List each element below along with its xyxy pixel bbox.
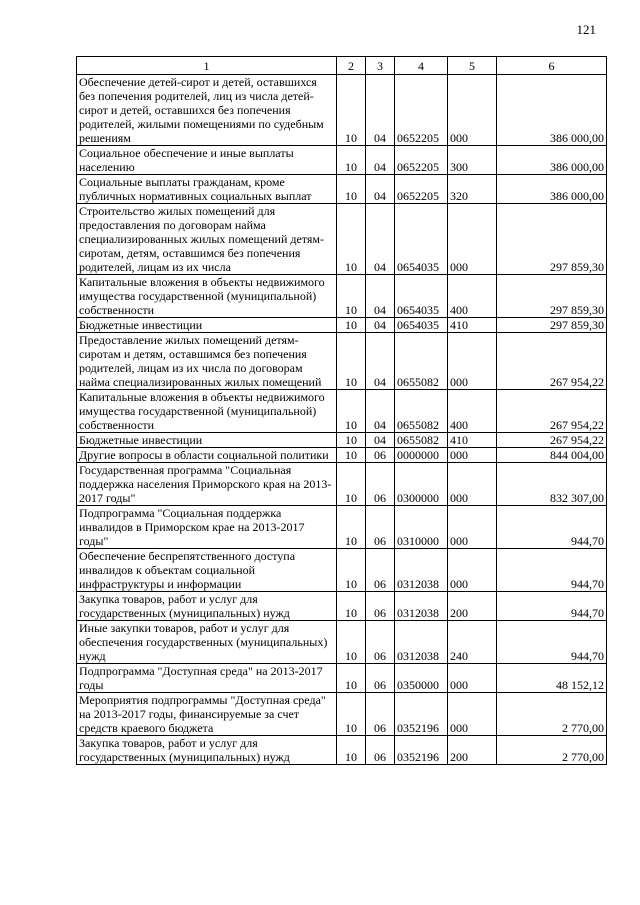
header-col-4: 4 — [395, 57, 448, 75]
table-row — [77, 204, 607, 275]
table-row — [77, 318, 607, 333]
row-name-cell: Другие вопросы в области социальной политики — [77, 448, 337, 463]
row-col-3-cell: 04 — [366, 275, 395, 318]
row-name-cell: Иные закупки товаров, работ и услуг для обеспечения государственных (муниципальных) нужд — [77, 621, 337, 664]
table-row — [77, 146, 607, 175]
row-name-cell: Мероприятия подпрограммы "Доступная среда" на 2013-2017 годы, финансируемые за счет средств краевого бюджета — [77, 693, 337, 736]
row-col-5-cell: 300 — [448, 146, 497, 175]
row-name-cell: Социальное обеспечение и иные выплаты населению — [77, 146, 337, 175]
row-col-3-cell: 04 — [366, 433, 395, 448]
row-col-4-cell: 0654035 — [395, 275, 448, 318]
row-col-2-cell: 10 — [337, 592, 366, 621]
row-col-4-cell: 0352196 — [395, 693, 448, 736]
table-row — [77, 175, 607, 204]
row-col-3-cell: 06 — [366, 506, 395, 549]
table-row — [77, 664, 607, 693]
row-col-3-cell: 06 — [366, 664, 395, 693]
row-amount-cell: 944,70 — [497, 549, 607, 592]
table-row — [77, 463, 607, 506]
row-col-5-cell: 000 — [448, 549, 497, 592]
row-col-5-cell: 000 — [448, 506, 497, 549]
row-col-4-cell: 0300000 — [395, 463, 448, 506]
row-amount-cell: 2 770,00 — [497, 736, 607, 765]
row-col-4-cell: 0350000 — [395, 664, 448, 693]
row-name-cell: Подпрограмма "Доступная среда" на 2013-2017 годы — [77, 664, 337, 693]
row-amount-cell: 297 859,30 — [497, 318, 607, 333]
row-col-4-cell: 0312038 — [395, 592, 448, 621]
header-col-1: 1 — [77, 57, 337, 75]
row-col-2-cell: 10 — [337, 448, 366, 463]
row-name-cell: Обеспечение беспрепятственного доступа инвалидов к объектам социальной инфраструктуры и информации — [77, 549, 337, 592]
row-col-3-cell: 04 — [366, 318, 395, 333]
row-col-5-cell: 400 — [448, 275, 497, 318]
row-col-2-cell: 10 — [337, 390, 366, 433]
table-row — [77, 693, 607, 736]
row-name-cell: Государственная программа "Социальная поддержка населения Приморского края на 2013-2017 годы" — [77, 463, 337, 506]
row-amount-cell: 297 859,30 — [497, 275, 607, 318]
row-col-5-cell: 410 — [448, 318, 497, 333]
header-col-3: 3 — [366, 57, 395, 75]
row-amount-cell: 844 004,00 — [497, 448, 607, 463]
row-col-5-cell: 410 — [448, 433, 497, 448]
row-col-4-cell: 0312038 — [395, 621, 448, 664]
table-row — [77, 592, 607, 621]
row-col-2-cell: 10 — [337, 693, 366, 736]
row-col-2-cell: 10 — [337, 549, 366, 592]
row-col-3-cell: 06 — [366, 736, 395, 765]
row-col-3-cell: 06 — [366, 693, 395, 736]
row-col-4-cell: 0352196 — [395, 736, 448, 765]
row-amount-cell: 944,70 — [497, 592, 607, 621]
row-col-3-cell: 06 — [366, 448, 395, 463]
row-col-2-cell: 10 — [337, 664, 366, 693]
row-name-cell: Бюджетные инвестиции — [77, 433, 337, 448]
row-name-cell: Бюджетные инвестиции — [77, 318, 337, 333]
row-col-2-cell: 10 — [337, 333, 366, 390]
row-col-2-cell: 10 — [337, 621, 366, 664]
row-col-5-cell: 000 — [448, 75, 497, 146]
header-col-6: 6 — [497, 57, 607, 75]
row-col-5-cell: 200 — [448, 736, 497, 765]
row-col-4-cell: 0654035 — [395, 318, 448, 333]
row-amount-cell: 386 000,00 — [497, 146, 607, 175]
row-col-3-cell: 06 — [366, 592, 395, 621]
header-col-2: 2 — [337, 57, 366, 75]
header-col-5: 5 — [448, 57, 497, 75]
row-name-cell: Подпрограмма "Социальная поддержка инвалидов в Приморском крае на 2013-2017 годы" — [77, 506, 337, 549]
table-row — [77, 275, 607, 318]
row-col-4-cell: 0652205 — [395, 75, 448, 146]
row-col-3-cell: 06 — [366, 463, 395, 506]
row-name-cell: Капитальные вложения в объекты недвижимого имущества государственной (муниципальной) собственности — [77, 390, 337, 433]
row-name-cell: Закупка товаров, работ и услуг для государственных (муниципальных) нужд — [77, 592, 337, 621]
table-row — [77, 75, 607, 146]
row-col-2-cell: 10 — [337, 75, 366, 146]
row-name-cell: Строительство жилых помещений для предоставления по договорам найма специализированных жилых помещений детям-сиротам, детям, оставшимся без попечения родителей, лицам из их числа — [77, 204, 337, 275]
row-col-5-cell: 000 — [448, 204, 497, 275]
row-amount-cell: 944,70 — [497, 621, 607, 664]
row-col-2-cell: 10 — [337, 463, 366, 506]
row-col-3-cell: 04 — [366, 75, 395, 146]
row-col-4-cell: 0310000 — [395, 506, 448, 549]
table-row — [77, 621, 607, 664]
row-col-3-cell: 04 — [366, 204, 395, 275]
row-col-2-cell: 10 — [337, 736, 366, 765]
table-row — [77, 433, 607, 448]
budget-table — [76, 56, 607, 765]
row-col-4-cell: 0652205 — [395, 175, 448, 204]
table-row — [77, 448, 607, 463]
row-col-4-cell: 0000000 — [395, 448, 448, 463]
table-header-row — [77, 57, 607, 75]
row-name-cell: Предоставление жилых помещений детям-сиротам и детям, оставшимся без попечения родителей, лицам из их числа по договорам найма специализированных жилых помещений — [77, 333, 337, 390]
row-col-5-cell: 000 — [448, 463, 497, 506]
row-name-cell: Капитальные вложения в объекты недвижимого имущества государственной (муниципальной) собственности — [77, 275, 337, 318]
row-amount-cell: 944,70 — [497, 506, 607, 549]
row-col-3-cell: 04 — [366, 175, 395, 204]
table-row — [77, 333, 607, 390]
row-col-2-cell: 10 — [337, 318, 366, 333]
row-col-3-cell: 04 — [366, 146, 395, 175]
page-number: 121 — [576, 22, 596, 37]
row-col-5-cell: 000 — [448, 693, 497, 736]
row-amount-cell: 386 000,00 — [497, 75, 607, 146]
row-col-5-cell: 000 — [448, 448, 497, 463]
row-amount-cell: 267 954,22 — [497, 390, 607, 433]
row-col-4-cell: 0655082 — [395, 433, 448, 448]
row-col-2-cell: 10 — [337, 275, 366, 318]
row-amount-cell: 267 954,22 — [497, 433, 607, 448]
row-col-5-cell: 000 — [448, 333, 497, 390]
row-col-3-cell: 06 — [366, 549, 395, 592]
row-amount-cell: 267 954,22 — [497, 333, 607, 390]
row-col-5-cell: 200 — [448, 592, 497, 621]
row-amount-cell: 48 152,12 — [497, 664, 607, 693]
row-col-4-cell: 0654035 — [395, 204, 448, 275]
row-col-5-cell: 320 — [448, 175, 497, 204]
row-col-5-cell: 400 — [448, 390, 497, 433]
row-col-4-cell: 0312038 — [395, 549, 448, 592]
row-col-2-cell: 10 — [337, 506, 366, 549]
row-name-cell: Обеспечение детей-сирот и детей, оставшихся без попечения родителей, лиц из числа детей-сирот и детей, оставшихся без попечения родителей, жилыми помещениями по судебным решениям — [77, 75, 337, 146]
row-name-cell: Социальные выплаты гражданам, кроме публичных нормативных социальных выплат — [77, 175, 337, 204]
table-row — [77, 390, 607, 433]
row-amount-cell: 297 859,30 — [497, 204, 607, 275]
row-amount-cell: 832 307,00 — [497, 463, 607, 506]
row-col-3-cell: 04 — [366, 333, 395, 390]
table-row — [77, 549, 607, 592]
row-col-4-cell: 0655082 — [395, 333, 448, 390]
table-row — [77, 506, 607, 549]
row-amount-cell: 2 770,00 — [497, 693, 607, 736]
row-col-4-cell: 0655082 — [395, 390, 448, 433]
row-col-4-cell: 0652205 — [395, 146, 448, 175]
table-row — [77, 736, 607, 765]
row-col-3-cell: 06 — [366, 621, 395, 664]
row-col-3-cell: 04 — [366, 390, 395, 433]
row-col-2-cell: 10 — [337, 146, 366, 175]
row-name-cell: Закупка товаров, работ и услуг для государственных (муниципальных) нужд — [77, 736, 337, 765]
row-col-5-cell: 240 — [448, 621, 497, 664]
row-col-2-cell: 10 — [337, 204, 366, 275]
row-col-5-cell: 000 — [448, 664, 497, 693]
row-col-2-cell: 10 — [337, 175, 366, 204]
row-amount-cell: 386 000,00 — [497, 175, 607, 204]
row-col-2-cell: 10 — [337, 433, 366, 448]
